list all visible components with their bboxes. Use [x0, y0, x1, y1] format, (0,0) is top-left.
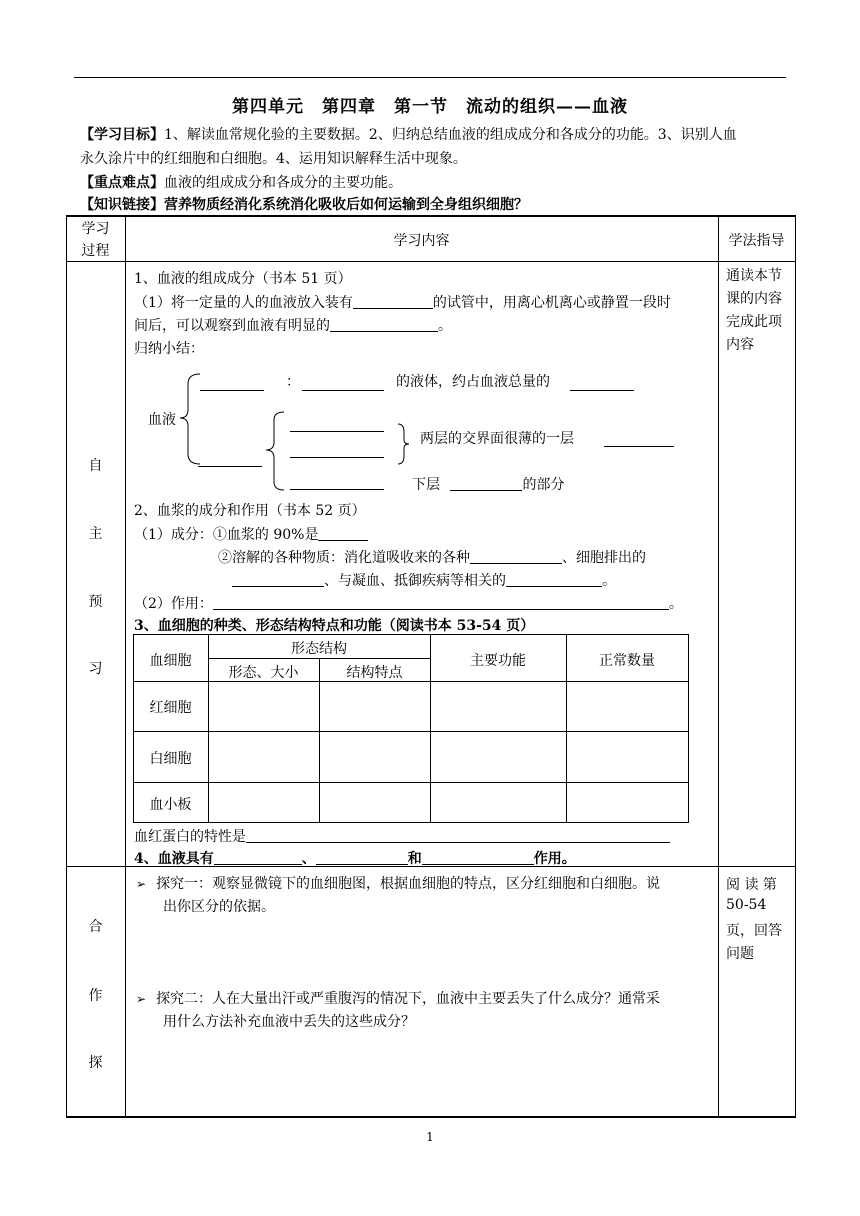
table-bottom-border	[66, 1116, 796, 1118]
ct-h-morph: 形态结构	[291, 641, 347, 657]
section-coop-char-2: 作	[88, 988, 103, 1004]
explore-2-line-2: 用什么方法补充血液中丢失的这些成分？	[163, 1014, 415, 1030]
ct-h-cell: 血细胞	[149, 653, 192, 669]
key-label: 【重点难点】	[80, 175, 164, 191]
table-header-border	[66, 261, 796, 262]
section-self-char-2: 主	[88, 526, 103, 542]
table-right-border	[795, 215, 796, 1117]
blank-layer-3[interactable]	[290, 489, 384, 490]
link-text: 营养物质经消化系统消化吸收后如何运输到全身组织细胞？	[164, 197, 528, 213]
header-rule	[74, 77, 786, 78]
ct-row-2-bottom	[133, 782, 689, 783]
explore-1-a: 探究一：观察显微镜下的血细胞图，根据血细胞的特点，区分红细胞和白细胞。说	[156, 876, 661, 892]
hemoglobin-label: 血红蛋白的特性是	[134, 829, 246, 845]
goal-line-1	[80, 124, 737, 144]
arrow-bullet-icon: ➢	[136, 992, 147, 1006]
blank-hemoglobin[interactable]	[246, 828, 670, 843]
q2-title: 2、血浆的成分和作用（书本 52 页）	[134, 503, 366, 519]
q2-comp-a: （1）成分：①血浆的 90%是	[134, 527, 319, 543]
blank-wastes[interactable]	[232, 572, 324, 587]
section-self-char-3: 预	[88, 594, 103, 610]
cells-brace-icon	[262, 410, 292, 492]
ct-row-red: 红细胞	[149, 700, 192, 716]
diagram-colon: ：	[286, 374, 300, 390]
ct-bottom	[133, 822, 689, 823]
guide-1-line-3: 完成此项	[726, 314, 782, 330]
col-process-header-1: 学习	[81, 221, 110, 237]
q4-b: 、	[301, 851, 316, 867]
page-number: 1	[426, 1130, 434, 1144]
explore-1-line-1	[136, 873, 660, 893]
ct-h-shape: 形态、大小	[228, 665, 299, 681]
guide-1-line-1: 通读本节	[726, 268, 782, 284]
layer-brace-icon	[396, 422, 410, 466]
blank-layering[interactable]	[330, 317, 438, 332]
guide-2-line-4: 问题	[726, 946, 754, 962]
ct-row-white: 白细胞	[149, 751, 192, 767]
q2-comp3-b: 。	[602, 573, 616, 589]
goal-label: 【学习目标】	[80, 127, 164, 143]
q4-c: 和	[407, 851, 422, 867]
explore-1-line-2: 出你区分的依据。	[163, 899, 275, 915]
q2-comp2-b: 、细胞排出的	[562, 550, 646, 566]
q4-line	[134, 848, 576, 868]
q1-title: 1、血液的组成成分（书本 51 页）	[134, 271, 352, 287]
ct-h-count: 正常数量	[599, 653, 655, 669]
blank-water[interactable]	[318, 526, 368, 541]
ct-right	[688, 634, 689, 823]
ct-row-1-bottom	[133, 731, 689, 732]
col-process-header-2: 过程	[81, 243, 110, 259]
goal-text-1: 1、解读血常规化验的主要数据。2、归纳总结血液的组成成分和各成分的功能。3、识别人血	[164, 127, 737, 143]
q1-line-1-b: 的试管中，用离心机离心或静置一段时	[432, 295, 671, 311]
diagram-text-3-a: 下层	[412, 477, 440, 493]
key-text: 血液的组成成分和各成分的主要功能。	[164, 175, 402, 191]
blank-nutrients[interactable]	[470, 549, 562, 564]
q3-title: 3、血细胞的种类、形态结构特点和功能（阅读书本 53-54 页）	[134, 618, 535, 634]
diagram-text-3	[412, 474, 564, 494]
blank-plasma-function[interactable]	[213, 595, 669, 610]
guide-2-line-2: 50-54	[726, 897, 767, 913]
blank-function-2[interactable]	[316, 850, 408, 865]
q2-comp-line-1	[134, 524, 368, 544]
blank-function-3[interactable]	[422, 850, 534, 865]
blank-function-1[interactable]	[214, 850, 302, 865]
q1-line-2-a: 间后，可以观察到血液有明显的	[134, 318, 330, 334]
q2-func-label: （2）作用：	[134, 596, 213, 612]
ct-col-2	[319, 658, 320, 823]
blank-tube-content[interactable]	[353, 294, 433, 309]
ct-h-func: 主要功能	[470, 653, 526, 669]
q1-line-1	[134, 292, 671, 312]
diagram-blood-label: 血液	[148, 412, 176, 428]
blank-layer-1[interactable]	[290, 431, 384, 432]
q2-comp3-a: 、与凝血、抵御疾病等相关的	[324, 573, 506, 589]
ct-top	[133, 634, 689, 635]
q1-line-2-b: 。	[438, 318, 452, 334]
q2-func-end: 。	[668, 596, 683, 612]
q4-d: 作用。	[533, 851, 576, 867]
table-col-divider-1	[125, 215, 126, 1117]
blank-lower-color[interactable]	[450, 476, 522, 491]
explore-2-a: 探究二：人在大量出汗或严重腹泻的情况下，血液中主要丢失了什么成分？通常采	[156, 991, 661, 1007]
blank-plasma-color[interactable]	[302, 390, 384, 391]
q2-comp2-a: ②溶解的各种物质：消化道吸收来的各种	[218, 550, 470, 566]
section-self-char-4: 习	[88, 661, 103, 677]
diagram-text-2: 两层的交界面很薄的一层	[420, 431, 574, 447]
main-brace-icon	[178, 372, 208, 467]
page-title: 第四单元 第四章 第一节 流动的组织——血液	[232, 97, 628, 117]
diagram-text-3-b: 的部分	[522, 477, 565, 493]
summary-label: 归纳小结：	[134, 341, 204, 357]
blank-interface-layer[interactable]	[604, 446, 674, 447]
arrow-bullet-icon: ➢	[136, 877, 147, 891]
q1-line-1-a: （1）将一定量的人的血液放入装有	[134, 295, 353, 311]
guide-2-line-3: 页，回答	[726, 923, 782, 939]
table-col-divider-2	[718, 215, 719, 1117]
explore-2-line-1	[136, 988, 660, 1008]
q1-line-2	[134, 315, 452, 335]
table-top-border	[66, 215, 796, 217]
blank-plasma-name[interactable]	[200, 390, 264, 391]
goal-text-2: 永久涂片中的红细胞和白细胞。4、运用知识解释生活中现象。	[80, 151, 467, 167]
q2-comp-line-3	[232, 570, 616, 590]
section-coop-char-3: 探	[88, 1055, 103, 1071]
ct-h-struct: 结构特点	[346, 665, 403, 681]
link-label: 【知识链接】	[80, 197, 164, 213]
ct-row-platelet: 血小板	[149, 797, 192, 813]
section-coop-char-1: 合	[88, 919, 103, 935]
q2-func-line	[134, 593, 683, 613]
q2-comp-line-2	[218, 547, 646, 567]
guide-1-line-2: 课的内容	[726, 291, 782, 307]
col-content-header: 学习内容	[393, 233, 450, 249]
diagram-text-1: 的液体，约占血液总量的	[396, 374, 550, 390]
hemoglobin-line	[134, 826, 670, 846]
key-line	[80, 172, 402, 192]
section-self-char-1: 自	[88, 458, 103, 474]
col-guide-header: 学法指导	[728, 233, 785, 249]
blank-proteins[interactable]	[506, 572, 602, 587]
blank-plasma-percent[interactable]	[570, 390, 634, 391]
blank-cells-name[interactable]	[198, 466, 262, 467]
guide-1-line-4: 内容	[726, 337, 754, 353]
blank-layer-2[interactable]	[290, 457, 384, 458]
guide-2-line-1: 阅 读 第	[726, 877, 777, 893]
q4-a: 4、血液具有	[134, 851, 214, 867]
link-line	[80, 194, 528, 214]
